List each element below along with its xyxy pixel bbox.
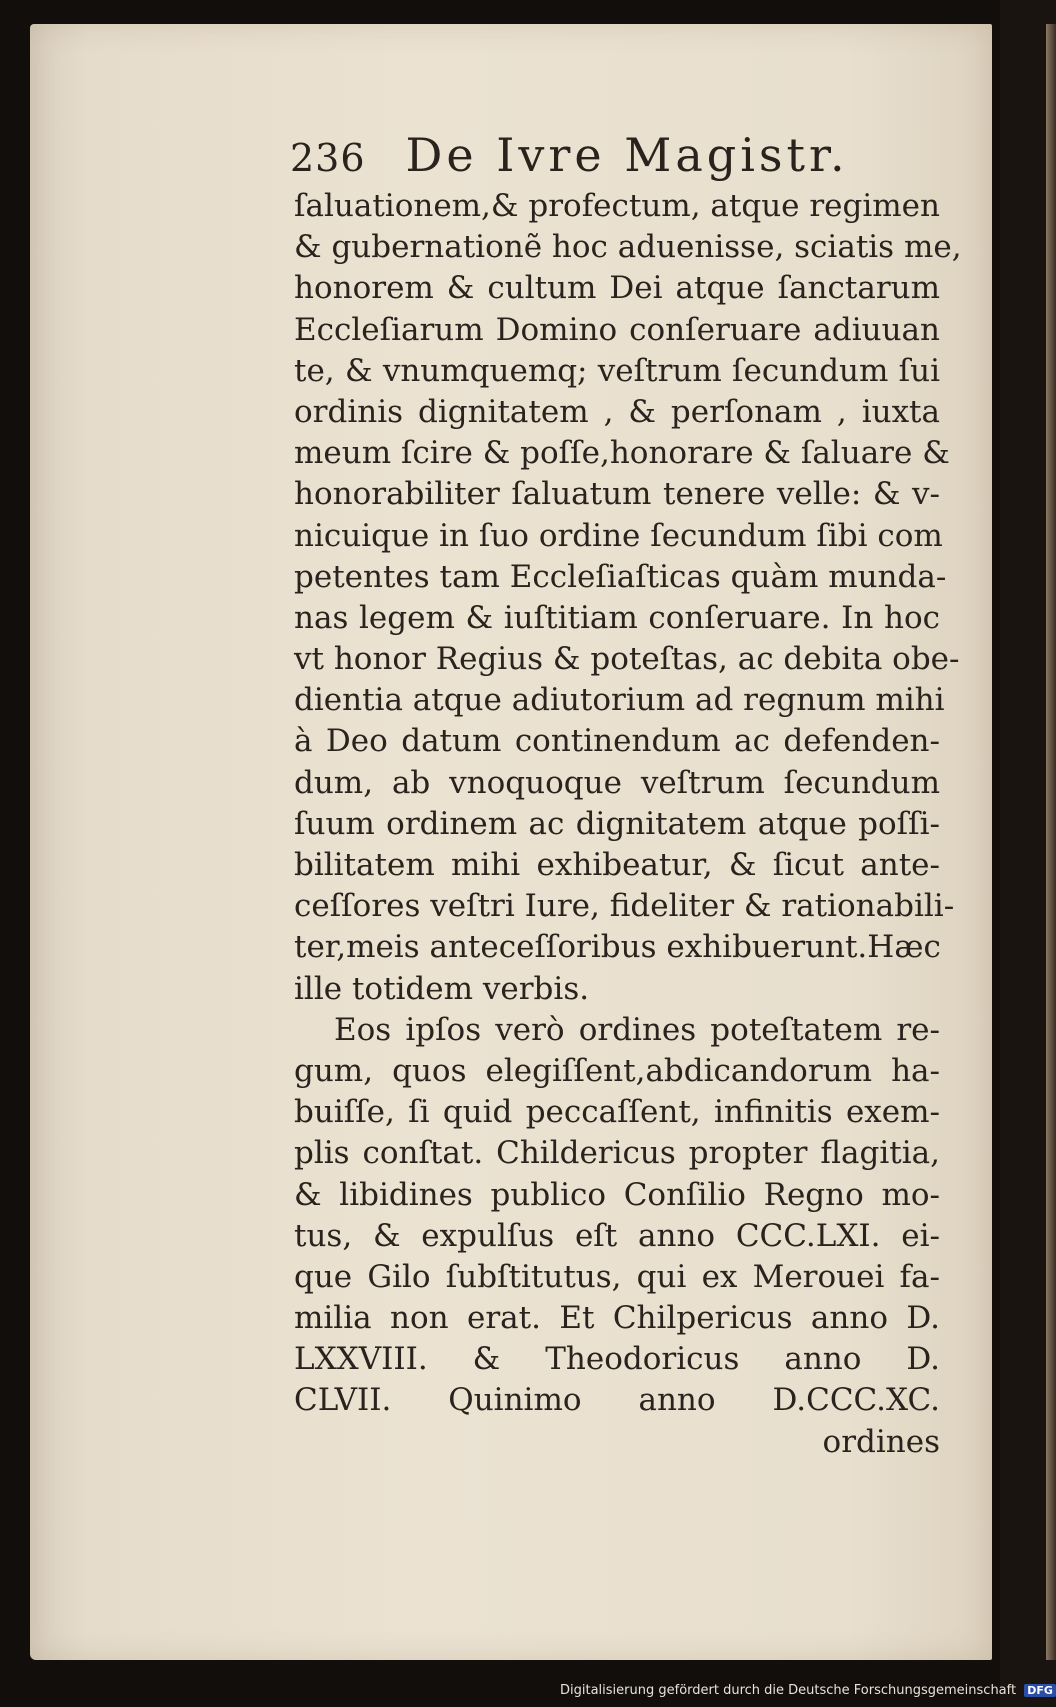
text-line: ter,meis anteceſſoribus exhibuerunt.Hæc (294, 929, 941, 966)
text-line: honorem & cultum Dei atque ſanctarum (294, 270, 940, 307)
text-line: Eccleſiarum Domino conſeruare adiuuan (294, 311, 940, 348)
digitization-credit (560, 1683, 1056, 1698)
running-title: De Ivre Magistr. (405, 128, 849, 182)
text-line: bilitatem mihi exhibeatur, & ſicut ante- (294, 847, 940, 883)
page-text (290, 128, 962, 1463)
text-line: te, & vnumquemq; veſtrum ſecundum ſui (294, 352, 940, 389)
text-line: plis conſtat. Childericus propter flagitia, (294, 1135, 940, 1172)
text-line: buiſſe, ſi quid peccaſſent, infinitis exem- (294, 1094, 940, 1131)
page-number: 236 (290, 136, 366, 180)
text-line: que Gilo ſubſtitutus, qui ex Merouei fa- (294, 1258, 940, 1295)
catchword: ordines (822, 1423, 940, 1460)
text-line: vt honor Regius & poteſtas, ac debita obe- (294, 641, 960, 678)
text-line: ſaluationem,& profectum, atque regimen (294, 188, 940, 224)
text-line: à Deo datum continendum ac defenden- (294, 723, 940, 760)
text-line: LXXVIII. & Theodoricus anno D. (294, 1341, 940, 1378)
text-line: dientia atque adiutorium ad regnum mihi (294, 682, 945, 719)
text-line: ordinis dignitatem , & perſonam , iuxta (294, 393, 940, 430)
text-line: ceſſores veſtri Iure, fideliter & rationabili- (294, 888, 955, 925)
text-line: petentes tam Eccleſiaſticas quàm munda- (294, 558, 947, 595)
page-edge (1046, 24, 1056, 1660)
text-line: nicuique in ſuo ordine ſecundum ſibi com (294, 517, 943, 554)
text-line: ſuum ordinem ac dignitatem atque poſſi- (294, 805, 940, 842)
text-line: CLVII. Quinimo anno D.CCC.XC. (294, 1382, 940, 1419)
text-line: & gubernationẽ hoc aduenisse, sciatis me, (294, 229, 962, 266)
text-line: ille totidem verbis. (294, 970, 590, 1007)
text-line: tus, & expulſus eſt anno CCC.LXI. ei- (294, 1217, 940, 1254)
text-line: gum, quos elegiſſent,abdicandorum ha- (294, 1052, 940, 1089)
text-line: meum ſcire & poſſe,honorare & ſaluare & (294, 435, 950, 472)
text-line: nas legem & iuſtitiam conſeruare. In hoc (294, 599, 940, 636)
text-line: milia non erat. Et Chilpericus anno D. (294, 1300, 940, 1337)
text-line: honorabiliter ſaluatum tenere velle: & v- (294, 476, 940, 513)
text-line: dum, ab vnoquoque veſtrum ſecundum (294, 764, 940, 801)
running-header (290, 128, 954, 186)
paragraph-1 (294, 186, 962, 1010)
dfg-logo-icon: DFG (1024, 1684, 1056, 1697)
text-line: & libidines publico Conſilio Regno mo- (294, 1176, 940, 1213)
paragraph-2 (294, 1010, 954, 1463)
credit-text: Digitalisierung gefördert durch die Deutsche Forschungsgemeinschaft (560, 1683, 1017, 1698)
text-line: Eos ipſos verò ordines poteſtatem re- (334, 1011, 940, 1048)
